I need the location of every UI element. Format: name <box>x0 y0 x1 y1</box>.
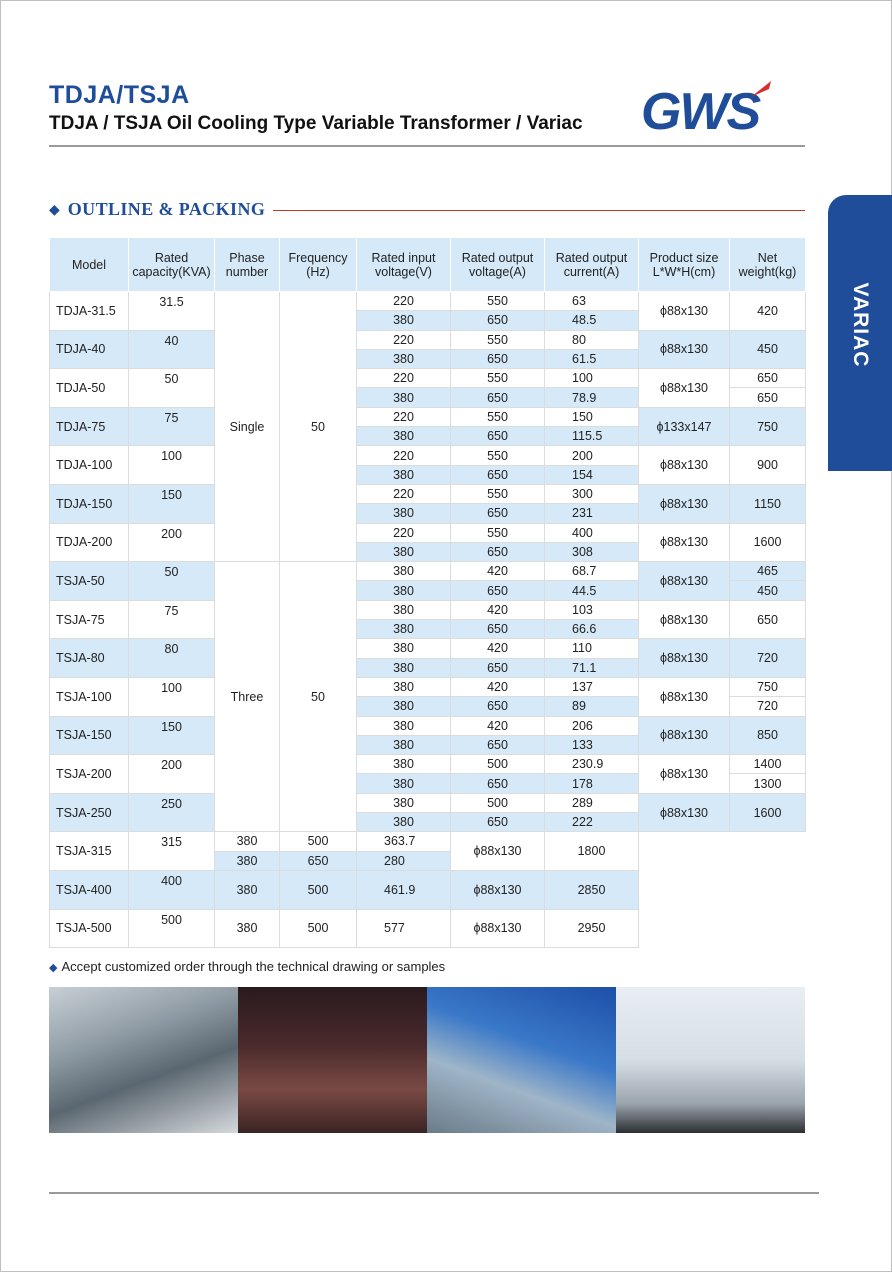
input-cell: 380 <box>357 465 451 484</box>
input-cell: 380 <box>357 504 451 523</box>
size-cell: ϕ88x130 <box>639 562 730 601</box>
model-cell: TSJA-315 <box>50 832 129 871</box>
model-cell: TSJA-80 <box>50 639 129 678</box>
diamond-icon: ◆ <box>49 200 60 217</box>
size-cell: ϕ88x130 <box>639 600 730 639</box>
output-voltage-cell: 650 <box>451 735 545 754</box>
table-header-row <box>50 238 806 292</box>
table-row <box>50 677 806 696</box>
column-header: Product size L*W*H(cm) <box>639 238 730 292</box>
output-current-cell: 66.6 <box>545 620 639 639</box>
table-row <box>50 793 806 812</box>
model-cell: TDJA-50 <box>50 369 129 408</box>
output-current-cell: 48.5 <box>545 311 639 330</box>
output-voltage-cell: 650 <box>451 620 545 639</box>
column-header: Rated input voltage(V) <box>357 238 451 292</box>
input-cell: 380 <box>357 562 451 581</box>
output-current-cell: 289 <box>545 793 639 812</box>
output-current-cell: 206 <box>545 716 639 735</box>
input-cell: 220 <box>357 523 451 542</box>
output-voltage-cell: 650 <box>451 774 545 793</box>
weight-cell: 1800 <box>545 832 639 871</box>
table-row <box>50 523 806 542</box>
output-current-cell: 78.9 <box>545 388 639 407</box>
capacity-cell: 200 <box>129 523 215 562</box>
weight-cell: 450 <box>730 581 806 600</box>
output-current-cell: 44.5 <box>545 581 639 600</box>
input-cell: 220 <box>357 407 451 426</box>
section-rule <box>273 210 805 211</box>
capacity-cell: 250 <box>129 793 215 832</box>
output-current-cell: 222 <box>545 813 639 832</box>
spec-table <box>49 237 806 948</box>
table-row <box>50 832 806 851</box>
model-cell: TSJA-50 <box>50 562 129 601</box>
size-cell: ϕ88x130 <box>639 639 730 678</box>
input-cell: 380 <box>215 851 280 870</box>
output-voltage-cell: 550 <box>451 330 545 349</box>
size-cell: ϕ88x130 <box>639 484 730 523</box>
table-row <box>50 446 806 465</box>
output-current-cell: 150 <box>545 407 639 426</box>
output-current-cell: 300 <box>545 484 639 503</box>
capacity-cell: 80 <box>129 639 215 678</box>
model-cell: TDJA-200 <box>50 523 129 562</box>
output-current-cell: 230.9 <box>545 755 639 774</box>
model-cell: TDJA-100 <box>50 446 129 485</box>
table-row <box>50 755 806 774</box>
output-current-cell: 80 <box>545 330 639 349</box>
input-cell: 380 <box>357 581 451 600</box>
input-cell: 380 <box>357 755 451 774</box>
size-cell: ϕ88x130 <box>639 330 730 369</box>
weight-cell: 450 <box>730 330 806 369</box>
model-cell: TDJA-40 <box>50 330 129 369</box>
table-row <box>50 600 806 619</box>
size-cell: ϕ88x130 <box>639 793 730 832</box>
input-cell: 380 <box>215 832 280 851</box>
weight-cell: 900 <box>730 446 806 485</box>
output-voltage-cell: 650 <box>451 542 545 561</box>
output-current-cell: 71.1 <box>545 658 639 677</box>
input-cell: 220 <box>357 292 451 311</box>
column-header: Rated capacity(KVA) <box>129 238 215 292</box>
weight-cell: 2950 <box>545 909 639 948</box>
output-current-cell: 63 <box>545 292 639 311</box>
table-row <box>50 639 806 658</box>
input-cell: 220 <box>357 330 451 349</box>
output-current-cell: 100 <box>545 369 639 388</box>
weight-cell: 650 <box>730 600 806 639</box>
output-voltage-cell: 420 <box>451 562 545 581</box>
size-cell: ϕ88x130 <box>451 870 545 909</box>
capacity-cell: 400 <box>129 870 215 909</box>
weight-cell: 1600 <box>730 523 806 562</box>
output-voltage-cell: 650 <box>451 697 545 716</box>
capacity-cell: 150 <box>129 716 215 755</box>
output-voltage-cell: 550 <box>451 407 545 426</box>
output-current-cell: 400 <box>545 523 639 542</box>
input-cell: 380 <box>357 620 451 639</box>
input-cell: 380 <box>357 677 451 696</box>
table-row <box>50 369 806 388</box>
column-header: Phase number <box>215 238 280 292</box>
capacity-cell: 315 <box>129 832 215 871</box>
frequency-cell: 50 <box>280 292 357 562</box>
output-current-cell: 133 <box>545 735 639 754</box>
table-row <box>50 292 806 311</box>
table-row <box>50 909 806 948</box>
model-cell: TDJA-31.5 <box>50 292 129 331</box>
output-voltage-cell: 650 <box>451 581 545 600</box>
venue-interior-photo <box>238 987 427 1133</box>
gws-logo <box>639 79 805 135</box>
input-cell: 380 <box>357 311 451 330</box>
input-cell: 380 <box>357 600 451 619</box>
input-cell: 380 <box>215 909 280 948</box>
weight-cell: 650 <box>730 369 806 388</box>
size-cell: ϕ88x130 <box>639 523 730 562</box>
weight-cell: 750 <box>730 407 806 446</box>
diamond-icon: ◆ <box>49 962 58 974</box>
input-cell: 380 <box>357 388 451 407</box>
capacity-cell: 50 <box>129 369 215 408</box>
output-voltage-cell: 650 <box>451 427 545 446</box>
header-divider <box>49 145 805 147</box>
output-voltage-cell: 420 <box>451 677 545 696</box>
output-current-cell: 308 <box>545 542 639 561</box>
model-cell: TDJA-150 <box>50 484 129 523</box>
output-voltage-cell: 550 <box>451 446 545 465</box>
phase-cell: Single <box>215 292 280 562</box>
output-voltage-cell: 550 <box>451 369 545 388</box>
model-cell: TSJA-75 <box>50 600 129 639</box>
output-current-cell: 363.7 <box>357 832 451 851</box>
output-voltage-cell: 650 <box>451 658 545 677</box>
output-voltage-cell: 500 <box>280 909 357 948</box>
custom-order-note <box>49 959 445 974</box>
output-voltage-cell: 420 <box>451 639 545 658</box>
column-header: Rated output current(A) <box>545 238 639 292</box>
model-cell: TSJA-100 <box>50 677 129 716</box>
model-cell: TDJA-75 <box>50 407 129 446</box>
frequency-cell: 50 <box>280 562 357 832</box>
table-row <box>50 562 806 581</box>
input-cell: 380 <box>357 542 451 561</box>
output-current-cell: 89 <box>545 697 639 716</box>
footer-divider <box>49 1192 819 1194</box>
capacity-cell: 50 <box>129 562 215 601</box>
table-body <box>50 292 806 948</box>
input-cell: 380 <box>357 716 451 735</box>
table-row <box>50 716 806 735</box>
output-voltage-cell: 500 <box>451 755 545 774</box>
output-current-cell: 110 <box>545 639 639 658</box>
phase-cell: Three <box>215 562 280 832</box>
capacity-cell: 31.5 <box>129 292 215 331</box>
output-current-cell: 461.9 <box>357 870 451 909</box>
weight-cell: 720 <box>730 697 806 716</box>
table-row <box>50 870 806 909</box>
size-cell: ϕ88x130 <box>639 755 730 794</box>
size-cell: ϕ88x130 <box>639 716 730 755</box>
output-voltage-cell: 650 <box>451 504 545 523</box>
capacity-cell: 150 <box>129 484 215 523</box>
output-voltage-cell: 500 <box>451 793 545 812</box>
output-current-cell: 68.7 <box>545 562 639 581</box>
note-text: Accept customized order through the technical drawing or samples <box>61 959 446 974</box>
output-current-cell: 154 <box>545 465 639 484</box>
photo-strip <box>49 987 805 1133</box>
output-voltage-cell: 500 <box>280 832 357 851</box>
output-current-cell: 577 <box>357 909 451 948</box>
output-current-cell: 103 <box>545 600 639 619</box>
column-header: Rated output voltage(A) <box>451 238 545 292</box>
input-cell: 380 <box>357 349 451 368</box>
output-voltage-cell: 550 <box>451 484 545 503</box>
output-current-cell: 200 <box>545 446 639 465</box>
output-voltage-cell: 550 <box>451 523 545 542</box>
side-tab <box>828 195 892 471</box>
input-cell: 380 <box>357 813 451 832</box>
size-cell: ϕ88x130 <box>639 292 730 331</box>
table-row <box>50 330 806 349</box>
input-cell: 380 <box>357 793 451 812</box>
input-cell: 220 <box>357 369 451 388</box>
input-cell: 380 <box>357 774 451 793</box>
input-cell: 380 <box>357 639 451 658</box>
capacity-cell: 75 <box>129 407 215 446</box>
size-cell: ϕ88x130 <box>639 677 730 716</box>
output-voltage-cell: 550 <box>451 292 545 311</box>
weight-cell: 1600 <box>730 793 806 832</box>
capacity-cell: 200 <box>129 755 215 794</box>
output-current-cell: 231 <box>545 504 639 523</box>
output-voltage-cell: 650 <box>280 851 357 870</box>
section-heading <box>49 197 805 221</box>
model-cell: TSJA-250 <box>50 793 129 832</box>
weight-cell: 465 <box>730 562 806 581</box>
output-voltage-cell: 650 <box>451 813 545 832</box>
input-cell: 380 <box>357 658 451 677</box>
capacity-cell: 75 <box>129 600 215 639</box>
model-cell: TSJA-200 <box>50 755 129 794</box>
size-cell: ϕ88x130 <box>639 446 730 485</box>
column-header: Frequency (Hz) <box>280 238 357 292</box>
industrial-pipes-photo <box>427 987 616 1133</box>
output-current-cell: 61.5 <box>545 349 639 368</box>
capacity-cell: 500 <box>129 909 215 948</box>
weight-cell: 720 <box>730 639 806 678</box>
output-voltage-cell: 420 <box>451 716 545 735</box>
side-tab-label: VARIAC <box>849 282 872 368</box>
output-voltage-cell: 650 <box>451 388 545 407</box>
table-row <box>50 484 806 503</box>
operating-room-photo <box>616 987 805 1133</box>
output-current-cell: 280 <box>357 851 451 870</box>
output-current-cell: 115.5 <box>545 427 639 446</box>
capacity-cell: 100 <box>129 677 215 716</box>
page-title: TDJA/TSJA <box>49 81 190 109</box>
column-header: Model <box>50 238 129 292</box>
capacity-cell: 40 <box>129 330 215 369</box>
logo-text: GWS <box>641 83 760 135</box>
output-voltage-cell: 650 <box>451 349 545 368</box>
output-voltage-cell: 650 <box>451 311 545 330</box>
weight-cell: 750 <box>730 677 806 696</box>
weight-cell: 1300 <box>730 774 806 793</box>
weight-cell: 1150 <box>730 484 806 523</box>
input-cell: 220 <box>357 484 451 503</box>
input-cell: 380 <box>215 870 280 909</box>
size-cell: ϕ88x130 <box>639 369 730 408</box>
input-cell: 380 <box>357 735 451 754</box>
size-cell: ϕ88x130 <box>451 832 545 871</box>
section-title: OUTLINE & PACKING <box>67 198 266 219</box>
machinery-photo <box>49 987 238 1133</box>
capacity-cell: 100 <box>129 446 215 485</box>
model-cell: TSJA-500 <box>50 909 129 948</box>
model-cell: TSJA-150 <box>50 716 129 755</box>
weight-cell: 420 <box>730 292 806 331</box>
model-cell: TSJA-400 <box>50 870 129 909</box>
weight-cell: 2850 <box>545 870 639 909</box>
input-cell: 380 <box>357 427 451 446</box>
weight-cell: 650 <box>730 388 806 407</box>
output-voltage-cell: 500 <box>280 870 357 909</box>
output-current-cell: 137 <box>545 677 639 696</box>
output-voltage-cell: 650 <box>451 465 545 484</box>
page-subtitle: TDJA / TSJA Oil Cooling Type Variable Transformer / Variac <box>49 113 583 134</box>
size-cell: ϕ133x147 <box>639 407 730 446</box>
output-current-cell: 178 <box>545 774 639 793</box>
output-voltage-cell: 420 <box>451 600 545 619</box>
input-cell: 220 <box>357 446 451 465</box>
column-header: Net weight(kg) <box>730 238 806 292</box>
weight-cell: 1400 <box>730 755 806 774</box>
table-row <box>50 407 806 426</box>
input-cell: 380 <box>357 697 451 716</box>
size-cell: ϕ88x130 <box>451 909 545 948</box>
weight-cell: 850 <box>730 716 806 755</box>
